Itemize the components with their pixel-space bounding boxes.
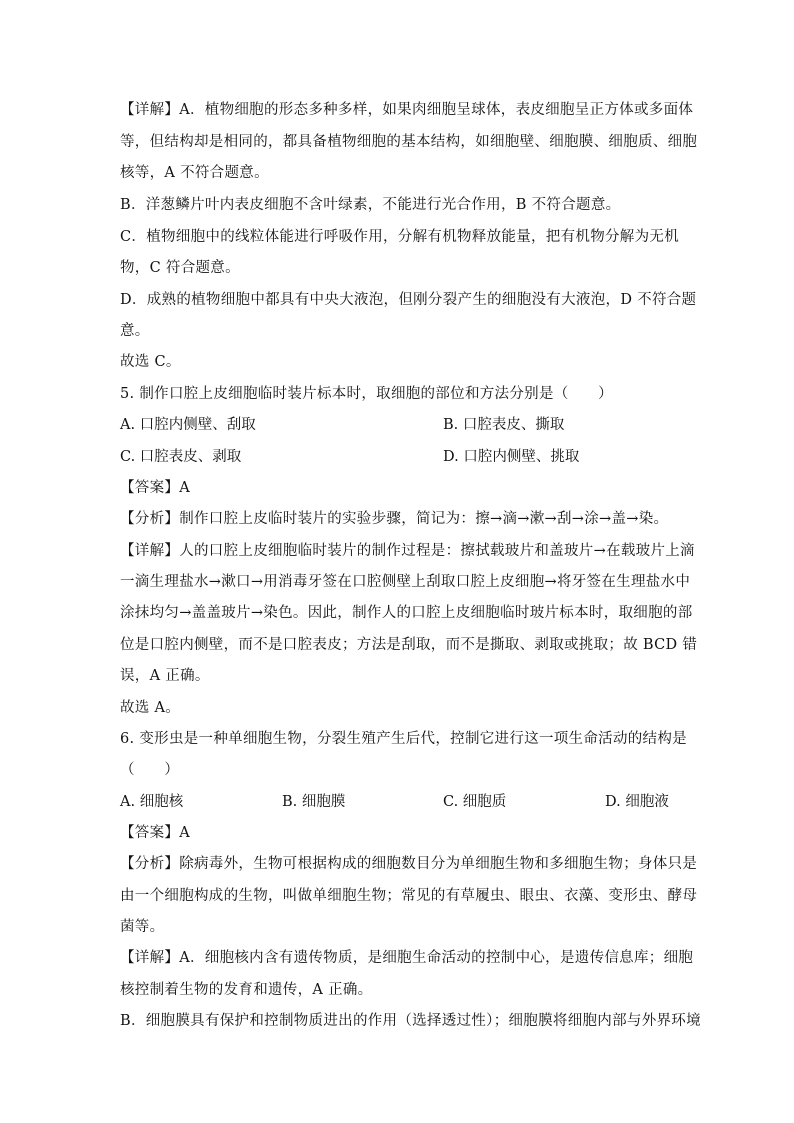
text-line: 核控制着生物的发育和遗传，A 正确。 <box>120 982 373 998</box>
text-line: 误，A 正确。 <box>120 668 210 684</box>
question-6-blank: （ ） <box>120 762 180 778</box>
text-line: 【详解】A．植物细胞的形态多种多样，如果肉细胞呈球体，表皮细胞呈正方体或多面体 <box>120 102 694 118</box>
question-5-stem: 5. 制作口腔上皮细胞临时装片标本时，取细胞的部位和方法分别是（ ） <box>120 386 613 402</box>
text-line: 位是口腔内侧壁，而不是口腔表皮；方法是刮取，而不是撕取、剥取或挑取；故 BCD 错 <box>120 637 698 653</box>
text-line: 【分析】除病毒外，生物可根据构成的细胞数目分为单细胞生物和多细胞生物；身体只是 <box>120 856 698 872</box>
q6-option-a: A. 细胞核 <box>120 794 184 810</box>
text-line: 【详解】人的口腔上皮细胞临时装片的制作过程是：擦拭载玻片和盖玻片→在载玻片上滴 <box>120 543 695 559</box>
q6-option-c: C. 细胞质 <box>443 794 507 810</box>
answer-label: 【答案】A <box>120 480 190 496</box>
text-line: 【详解】A．细胞核内含有遗传物质，是细胞生命活动的控制中心，是遗传信息库；细胞 <box>120 950 694 966</box>
q5-option-b: B. 口腔表皮、撕取 <box>443 417 565 433</box>
q5-option-a: A. 口腔内侧壁、刮取 <box>120 417 256 433</box>
text-line: 核等，A 不符合题意。 <box>120 165 269 181</box>
analysis-line: 【分析】制作口腔上皮临时装片的实验步骤，简记为：擦→滴→漱→刮→涂→盖→染。 <box>120 511 669 527</box>
text-line: 物，C 符合题意。 <box>120 260 240 276</box>
text-line: C．植物细胞中的线粒体能进行呼吸作用，分解有机物释放能量，把有机物分解为无机 <box>120 229 679 245</box>
q5-option-d: D. 口腔内侧壁、挑取 <box>443 449 580 465</box>
text-line: D．成熟的植物细胞中都具有中央大液泡，但刚分裂产生的细胞没有大液泡，D 不符合题 <box>120 292 697 308</box>
text-line: 故选 A。 <box>120 700 181 716</box>
q5-option-c: C. 口腔表皮、剥取 <box>120 449 242 465</box>
text-line: 菌等。 <box>120 919 165 935</box>
text-line: B．洋葱鳞片叶内表皮细胞不含叶绿素，不能进行光合作用，B 不符合题意。 <box>120 197 621 213</box>
text-line: B．细胞膜具有保护和控制物质进出的作用（选择透过性）；细胞膜将细胞内部与外界环境 <box>120 1013 701 1029</box>
question-6-stem: 6. 变形虫是一种单细胞生物，分裂生殖产生后代，控制它进行这一项生命活动的结构是 <box>120 731 687 747</box>
text-line: 意。 <box>120 323 150 339</box>
text-line: 故选 C。 <box>120 354 181 370</box>
text-line: 等，但结构却是相同的，都具备植物细胞的基本结构，如细胞壁、细胞膜、细胞质、细胞 <box>120 134 698 150</box>
text-line: 由一个细胞构成的生物，叫做单细胞生物；常见的有草履虫、眼虫、衣藻、变形虫、酵母 <box>120 888 698 904</box>
q6-option-d: D. 细胞液 <box>605 794 669 810</box>
text-line: 一滴生理盐水→漱口→用消毒牙签在口腔侧壁上刮取口腔上皮细胞→将牙签在生理盐水中 <box>120 574 691 590</box>
answer-label: 【答案】A <box>120 825 190 841</box>
q6-option-b: B. 细胞膜 <box>282 794 346 810</box>
text-line: 涂抹均匀→盖盖玻片→染色。因此，制作人的口腔上皮细胞临时玻片标本时，取细胞的部 <box>120 605 693 621</box>
